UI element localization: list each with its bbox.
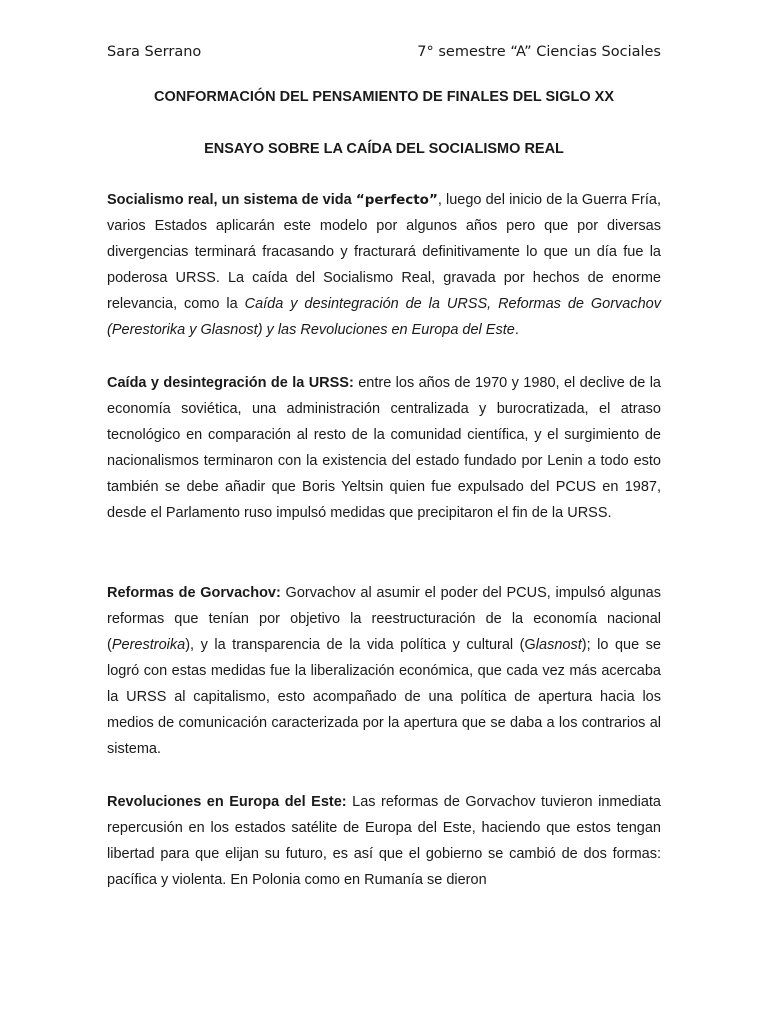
reformas-lead: Reformas de Gorvachov: — [107, 585, 281, 601]
reformas-italic-b: lasnost — [535, 637, 582, 653]
intro-italic: Caída y desintegración de la URSS, Reformas de Gorvachov (Perestorika y Glasnost) y las Revoluciones en Europa del Este — [107, 296, 661, 338]
paragraph-reformas — [107, 580, 661, 762]
reformas-italic-a: Perestroika — [111, 637, 186, 653]
urss-lead: Caída y desintegración de la URSS: — [107, 375, 354, 391]
reformas-body-a: Gorvachov al asumir el poder del PCUS, impulsó algunas reformas que tenían por objetivo la reestructuración de la economía nacional ( — [107, 585, 661, 653]
revoluciones-lead: Revoluciones en Europa del Este: — [107, 794, 347, 810]
course-label: 7° semestre “A” Ciencias Sociales — [417, 44, 661, 60]
reformas-body-c: ); lo que se logró con estas medidas fue la liberalización económica, que cada vez más acercaba la URSS al capitalismo, esto acompañado de una política de apertura hacia los medios de comunicación caracterizada por la apertura que se daba a los contrarios al sistema. — [107, 637, 661, 757]
intro-body: , luego del inicio de la Guerra Fría, varios Estados aplicarán este modelo por algunos años pero que por diversas divergencias terminará fracasando y fracturará definitivamente lo que un día fue la poderosa URSS. La caída del Socialismo Real, gravada por hechos de enorme relevancia, como la — [107, 192, 662, 312]
intro-lead-quote: “perfecto” — [355, 192, 438, 208]
paragraph-intro — [107, 187, 661, 343]
paragraph-urss — [107, 370, 661, 526]
reformas-body-b: ), y la transparencia de la vida política y cultural (G — [185, 637, 536, 653]
paragraph-revoluciones — [107, 789, 661, 893]
revoluciones-body: Las reformas de Gorvachov tuvieron inmediata repercusión en los estados satélite de Europa del Este, haciendo que estos tengan libertad para que elijan su futuro, es así que el gobierno se cambió de dos formas: pacífica y violenta. En Polonia como en Rumanía se dieron — [107, 794, 661, 888]
essay-title: ENSAYO SOBRE LA CAÍDA DEL SOCIALISMO REAL — [204, 141, 564, 157]
intro-end: . — [514, 322, 519, 338]
author-name: Sara Serrano — [107, 44, 202, 60]
intro-lead: Socialismo real, un sistema de vida — [107, 192, 356, 208]
main-title: CONFORMACIÓN DEL PENSAMIENTO DE FINALES DEL SIGLO XX — [153, 89, 614, 105]
urss-body: entre los años de 1970 y 1980, el declive de la economía soviética, una administración centralizada y burocratizada, el atraso tecnológico en comparación al resto de la comunidad científica, y el surgimiento de nacionalismos terminaron con la existencia del estado fundado por Lenin a todo esto también se debe añadir que Boris Yeltsin quien fue expulsado del PCUS en 1987, desde el Parlamento ruso impulsó medidas que precipitaron el fin de la URSS. — [107, 375, 661, 521]
